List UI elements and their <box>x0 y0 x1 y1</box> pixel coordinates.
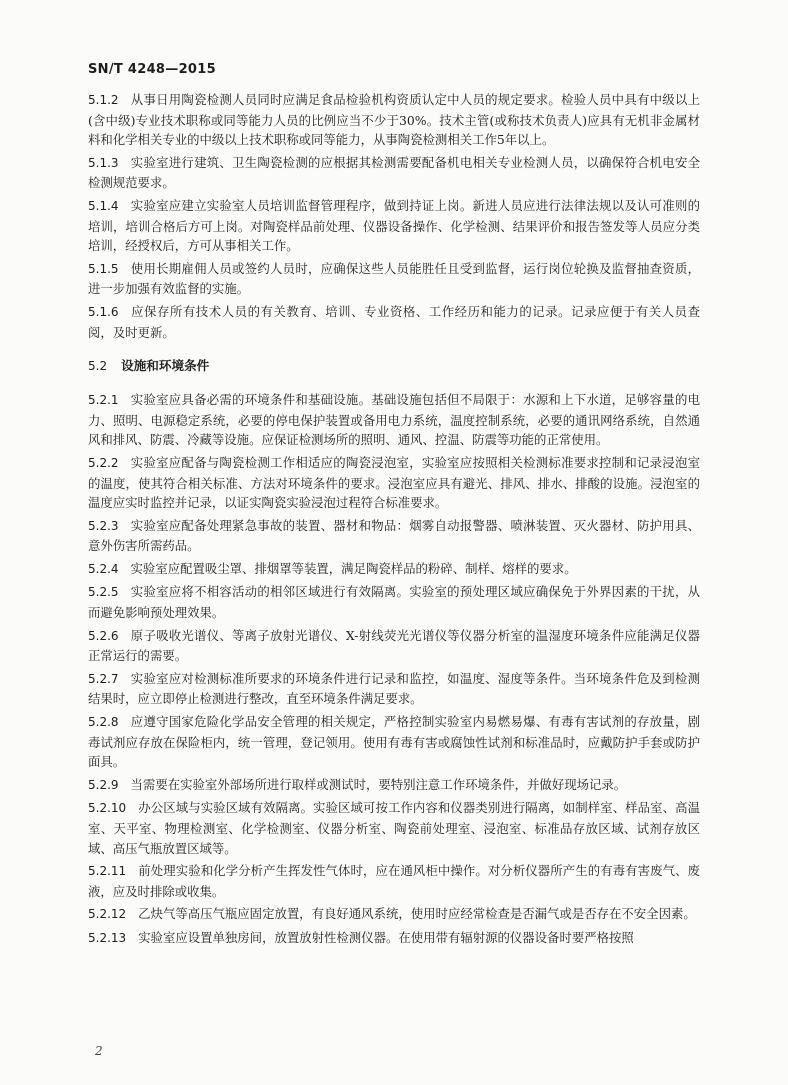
clause-text: 使用长期雇佣人员或签约人员时，应确保这些人员能胜任且受到监督，运行岗位轮换及监督抽查资质，进一步加强有效监督的实施。 <box>88 260 700 297</box>
clause-paragraph <box>88 453 700 513</box>
clause-number: 5.2.4 <box>88 561 119 576</box>
clause-text: 前处理实验和化学分析产生挥发性气体时，应在通风柜中操作。对分析仪器所产生的有毒有害废气、废液，应及时排除或收集。 <box>88 863 700 899</box>
clause-paragraph <box>88 626 700 666</box>
section-heading <box>88 356 700 376</box>
clause-text: 办公区域与实验区域有效隔离。实验区域可按工作内容和仪器类别进行隔离，如制样室、样品室、高温室、天平室、物理检测室、化学检测室、仪器分析室、陶瓷前处理室、浸泡室、标准品存放区域、试剂存放区域、高压气瓶放置区域等。 <box>88 800 700 856</box>
clause-paragraph <box>88 559 700 580</box>
clause-number: 5.2.1 <box>88 393 119 408</box>
clause-paragraph <box>88 775 700 796</box>
clause-number: 5.1.5 <box>88 261 119 276</box>
clause-paragraph <box>88 259 700 299</box>
clause-text: 乙炔气等高压气瓶应固定放置，有良好通风系统，使用时应经常检查是否漏气或是否存在不安全因素。 <box>138 906 696 922</box>
clause-text: 实验室应配备与陶瓷检测工作相适应的陶瓷浸泡室，实验室应按照相关检测标准要求控制和记录浸泡室的温度，使其符合相关标准、方法对环境条件的要求。浸泡室应具有避光、排风、排水、排酸的设施。浸泡室的温度应实时监控并记录，以证实陶瓷实验浸泡过程符合标准要求。 <box>88 454 700 511</box>
clause-text: 实验室应建立实验室人员培训监督管理程序，做到持证上岗。新进人员应进行法律法规以及认可准则的培训，培训合格后方可上岗。对陶瓷样品前处理、仪器设备操作、化学检测、结果评价和报告签发等人员应分类培训，经授权后，方可从事相关工作。 <box>88 197 700 254</box>
clause-list-5-2 <box>88 390 700 948</box>
clause-list-5-1 <box>88 90 700 342</box>
clause-paragraph <box>88 712 700 772</box>
clause-text: 当需要在实验室外部场所进行取样或测试时，要特别注意工作环境条件，并做好现场记录。 <box>130 776 627 792</box>
clause-text: 实验室应设置单独房间，放置放射性检测仪器。在使用带有辐射源的仪器设备时要严格按照 <box>138 929 634 945</box>
clause-number: 5.2.2 <box>88 455 119 470</box>
clause-number: 5.2.10 <box>88 801 127 816</box>
clause-paragraph <box>88 196 700 256</box>
clause-number: 5.2.12 <box>88 907 127 922</box>
page-number: 2 <box>95 1044 103 1058</box>
clause-paragraph <box>88 928 700 949</box>
clause-number: 5.2.3 <box>88 518 119 533</box>
clause-text: 实验室应配备处理紧急事故的装置、器材和物品：烟雾自动报警器、喷淋装置、灭火器材、防护用具、意外伤害所需药品。 <box>88 517 700 554</box>
clause-text: 实验室应具备必需的环境条件和基础设施。基础设施包括但不局限于：水源和上下水道，足够容量的电力、照明、电源稳定系统，必要的停电保护装置或备用电力系统，温度控制系统，必要的通讯网络系统，自然通风和排风、防震、冷藏等设施。应保证检测场所的照明、通风、控温、防震等功能的正常使用。 <box>88 392 700 448</box>
clause-number: 5.2.8 <box>88 715 119 730</box>
clause-text: 从事日用陶瓷检测人员同时应满足食品检验机构资质认定中人员的规定要求。检验人员中具有中级以上(含中级)专业技术职称或同等能力人员的比例应当不少于30%。技术主管(或称技术负责人)应具有无机非金属材料和化学相关专业的中级以上技术职称或同等能力，从事陶瓷检测相关工作5年以上。 <box>88 92 700 148</box>
clause-paragraph <box>88 390 700 450</box>
clause-number: 5.2.9 <box>88 777 119 792</box>
clause-paragraph <box>88 516 700 556</box>
clause-paragraph <box>88 861 700 901</box>
clause-number: 5.2.7 <box>88 671 119 686</box>
page-content <box>88 90 700 952</box>
clause-number: 5.2.13 <box>88 930 127 945</box>
clause-paragraph <box>88 582 700 622</box>
clause-text: 应遵守国家危险化学品安全管理的相关规定，严格控制实验室内易燃易爆、有毒有害试剂的存放量，剧毒试剂应存放在保险柜内，统一管理，登记领用。使用有毒有害或腐蚀性试剂和标准品时，应戴防护手套或防护面具。 <box>88 714 700 770</box>
clause-number: 5.1.2 <box>88 93 119 107</box>
clause-number: 5.2.6 <box>88 628 119 643</box>
clause-text: 原子吸收光谱仪、等离子放射光谱仪、X-射线荧光光谱仪等仪器分析室的温湿度环境条件应能满足仪器正常运行的需要。 <box>88 627 700 664</box>
section-title: 设施和环境条件 <box>121 358 210 374</box>
clause-text: 实验室应配置吸尘罩、排烟罩等装置，满足陶瓷样品的粉碎、制样、熔样的要求。 <box>130 560 577 576</box>
clause-number: 5.1.6 <box>88 304 119 319</box>
clause-text: 实验室进行建筑、卫生陶瓷检测的应根据其检测需要配备机电相关专业检测人员，以确保符合机电安全检测规范要求。 <box>88 154 700 191</box>
clause-paragraph <box>88 302 700 342</box>
clause-number: 5.2.5 <box>88 585 119 600</box>
section-number: 5.2 <box>88 359 108 374</box>
clause-paragraph <box>88 798 700 858</box>
clause-paragraph <box>88 90 700 150</box>
clause-number: 5.1.3 <box>88 155 119 170</box>
clause-number: 5.1.4 <box>88 198 119 213</box>
clause-paragraph <box>88 669 700 709</box>
clause-paragraph <box>88 153 700 193</box>
document-header: SN/T 4248—2015 <box>88 62 216 77</box>
clause-paragraph <box>88 904 700 925</box>
clause-text: 应保存所有技术人员的有关教育、培训、专业资格、工作经历和能力的记录。记录应便于有关人员查阅，及时更新。 <box>88 303 700 340</box>
clause-text: 实验室应将不相容活动的相邻区域进行有效隔离。实验室的预处理区域应确保免于外界因素的干扰，从而避免影响预处理效果。 <box>88 584 700 621</box>
clause-text: 实验室应对检测标准所要求的环境条件进行记录和监控，如温度、湿度等条件。当环境条件危及到检测结果时，应立即停止检测进行整改，直至环境条件满足要求。 <box>88 670 700 707</box>
clause-number: 5.2.11 <box>88 864 127 879</box>
